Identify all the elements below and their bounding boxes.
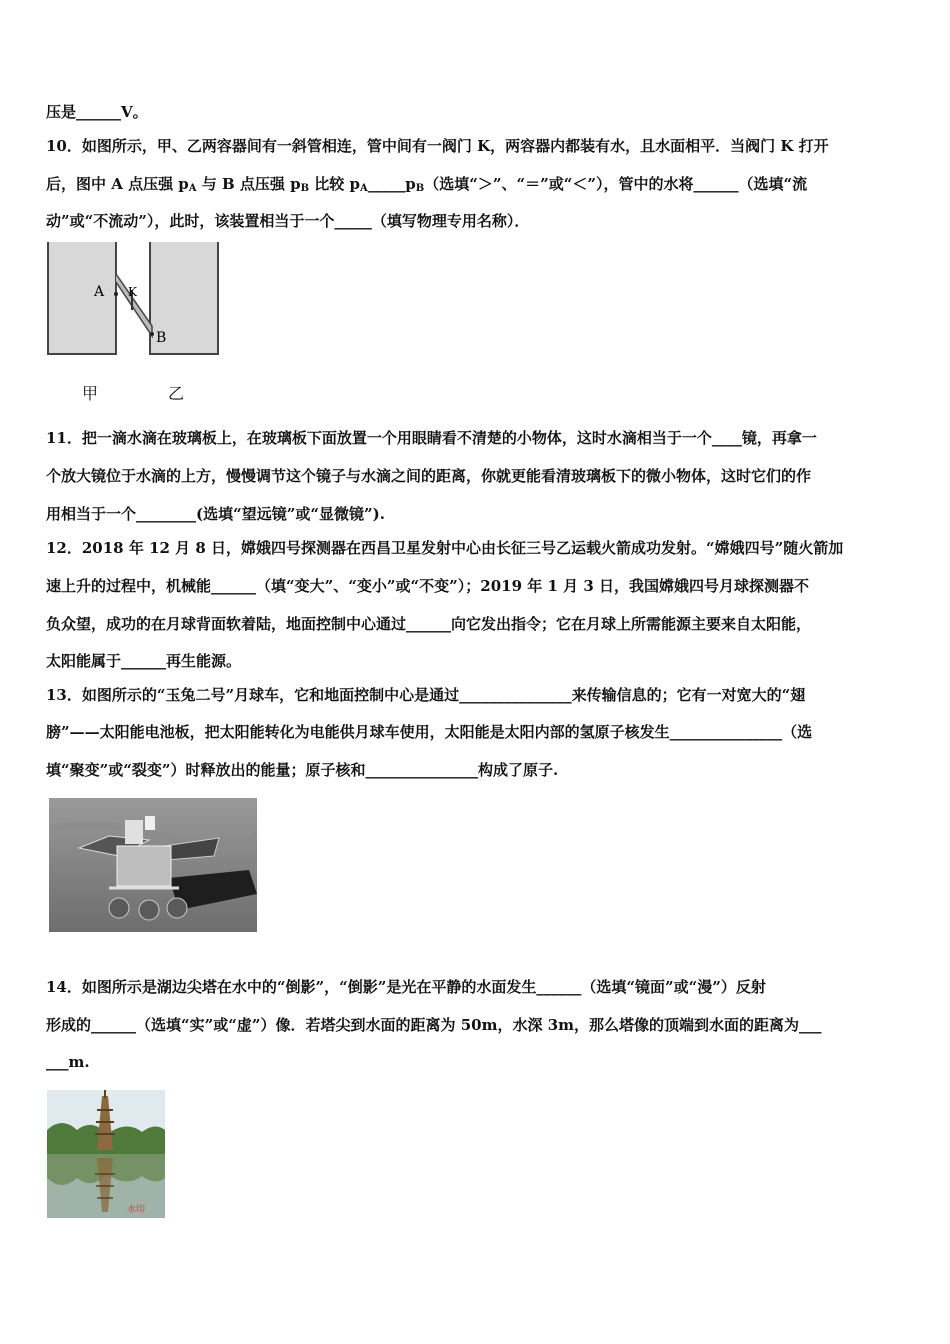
q13-line-1: 13．如图所示的“玉兔二号”月球车，它和地面控制中心是通过_______________来传输信息的；它有一对宽大的“翅 — [46, 686, 806, 704]
q10-line-2: 后，图中 A 点压强 $p_A$ 与 B 点压强 $p_B$ 比较 $p_A\_\_\_\_\_p_B$（选填“＞”、“＝”或“＜”），管中的水将______（选填“流 — [46, 175, 808, 194]
q10-line-1: 10．如图所示，甲、乙两容器间有一斜管相连，管中间有一阀门 K，两容器内都装有水，且水面相平．当阀门 K 打开 — [46, 137, 829, 155]
pagoda-reflection-photo — [47, 1090, 165, 1218]
connected-vessels-figure — [44, 238, 224, 360]
line-pressure-answer: 压是______V。 — [46, 103, 148, 121]
q11-line-1: 11．把一滴水滴在玻璃板上，在玻璃板下面放置一个用眼睛看不清楚的小物体，这时水滴相当于一个____镜，再拿一 — [46, 429, 817, 447]
q12-line-2: 速上升的过程中，机械能______（填“变大”、“变小”或“不变”）；2019 年 1 月 3 日，我国嫦娥四号月球探测器不 — [46, 577, 810, 595]
label-jia: 甲 — [82, 384, 99, 403]
q14-line-3: ___m. — [46, 1053, 90, 1071]
q14-line-1: 14．如图所示是湖边尖塔在水中的“倒影”，“倒影”是光在平静的水面发生______（选填“镜面”或“漫”）反射 — [46, 978, 766, 996]
q10-line-3: 动”或“不流动”），此时，该装置相当于一个_____（填写物理专用名称）． — [46, 212, 530, 230]
q11-line-2: 个放大镜位于水滴的上方，慢慢调节这个镜子与水滴之间的距离，你就更能看清玻璃板下的微小物体，这时它们的作 — [46, 467, 812, 485]
q13-line-2: 膀”——太阳能电池板，把太阳能转化为电能供月球车使用，太阳能是太阳内部的氢原子核发生_______________（选 — [46, 723, 813, 741]
label-yi: 乙 — [168, 384, 185, 403]
label-k: K — [128, 285, 137, 299]
q13-line-3: 填“聚变”或“裂变”）时释放出的能量；原子核和_______________构成了原子. — [46, 761, 559, 779]
label-b: B — [156, 330, 167, 346]
label-a: A — [94, 284, 105, 300]
q14-line-2: 形成的______（选填“实”或“虚”）像．若塔尖到水面的距离为 50m，水深 3m，那么塔像的顶端到水面的距离为___ — [46, 1016, 822, 1034]
q11-line-3: 用相当于一个________(选填“望远镜”或“显微镜”). — [46, 505, 385, 523]
q12-line-3: 负众望，成功的在月球背面软着陆，地面控制中心通过______向它发出指令；它在月球上所需能源主要来自太阳能， — [46, 615, 812, 633]
lunar-rover-photo — [49, 798, 257, 932]
q12-line-1: 12．2018 年 12 月 8 日，嫦娥四号探测器在西昌卫星发射中心由长征三号乙运载火箭成功发射。“嫦娥四号”随火箭加 — [46, 539, 844, 557]
watermark: 水印 — [127, 1205, 146, 1215]
q12-line-4: 太阳能属于______再生能源。 — [46, 652, 242, 670]
